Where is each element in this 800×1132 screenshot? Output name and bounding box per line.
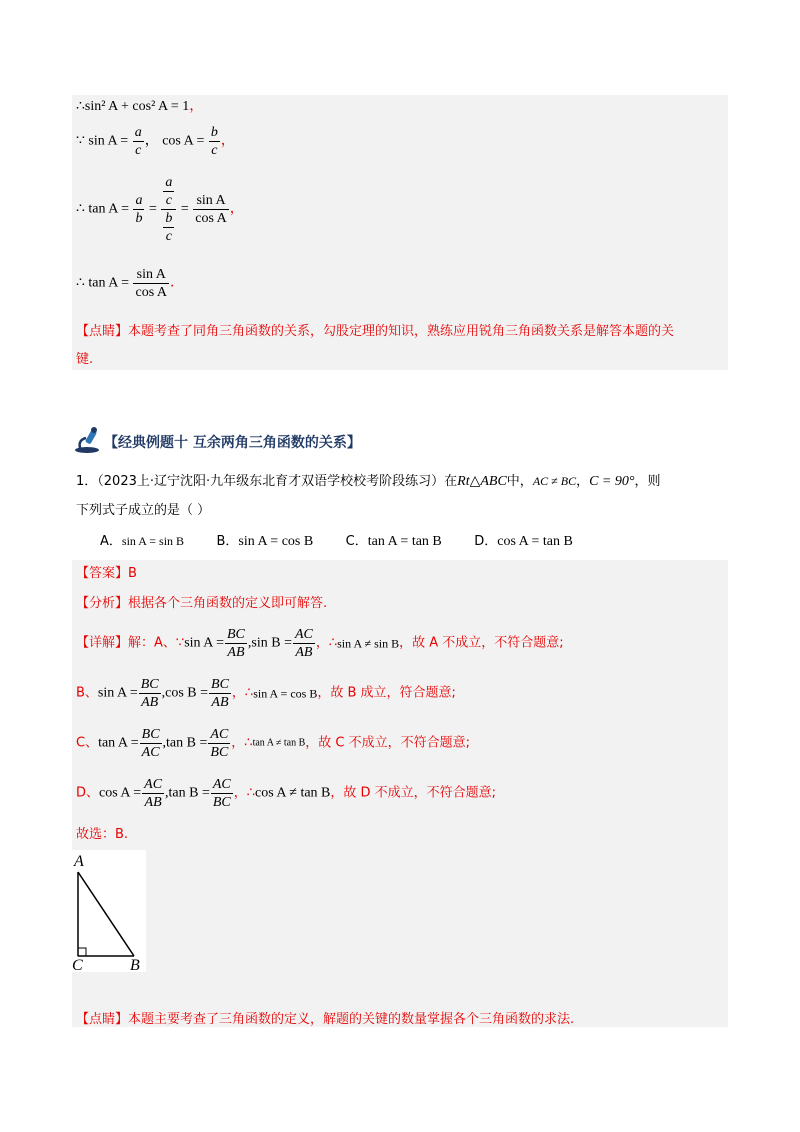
section-header: 【经典例题十 互余两角三角函数的关系】: [104, 435, 361, 451]
right-triangle-figure: [72, 850, 146, 972]
analysis-line: 【分析】根据各个三角函数的定义即可解答.: [76, 596, 328, 611]
detail-row-c: C、tan A = $\frac{BC}{AC}$ ,tan B = $\frac{AC}{BC}$ ，∴tan A ≠ tan B，故 C 不成立，不符合题意;: [76, 727, 471, 760]
question-line-1: 1．（2023上·辽宁沈阳·九年级东北育才双语学校校考阶段练习）在Rt△ABC中，AC ≠ BC，C = 90°，则: [76, 474, 661, 489]
comment-line-2: 键.: [76, 352, 94, 367]
sin-cos-definition-line: ∵ sin A = $\frac{a}{c}$ ， cos A = $\frac{b}{c}$ ，: [76, 125, 235, 158]
option-c: C．tan A = tan B: [345, 534, 442, 549]
answer-line: 【答案】B: [76, 566, 137, 581]
detail-row-b: B、sin A = $\frac{BC}{AB}$ ,cos B = $\frac{BC}{AB}$ ，∴sin A = cos B，故 B 成立，符合题意;: [76, 677, 456, 710]
option-a: A．sin A = sin B: [100, 534, 185, 549]
tan-conclusion-line: ∴ tan A = $\frac{\text{sin A}}{\text{cos A}}$ ．: [76, 267, 184, 300]
question-line-2: 下列式子成立的是（ ）: [76, 503, 211, 518]
identity-line: ∴sin² A + cos² A = 1，: [76, 99, 204, 114]
vertex-a-label: A: [74, 853, 84, 870]
vertex-c-label: C: [72, 957, 83, 972]
microscope-icon: [74, 424, 104, 454]
tan-derivation-line: ∴ tan A = $\frac{a}{b}$ = $\frac{\frac{a}{c}}{\frac{b}{c}}$ = $\frac{\text{sin A}}{\text{cos A}}$ ，: [76, 175, 244, 244]
detail-row-d: D、cos A = $\frac{AC}{AB}$ ,tan B = $\frac{AC}{BC}$ ，∴cos A ≠ tan B，故 D 不成立，不符合题意;: [76, 777, 497, 810]
vertex-b-label: B: [130, 957, 140, 972]
comment-line-1: 【点睛】本题考查了同角三角函数的关系，勾股定理的知识，熟练应用锐角三角函数关系是解答本题的关: [76, 324, 675, 339]
choose-line: 故选：B.: [76, 827, 129, 842]
detail-row-a: 【详解】解：A、∵sin A = $\frac{BC}{AB}$ ,sin B = $\frac{AC}{AB}$ ，∴sin A ≠ sin B，故 A 不成立，不符合题意;: [76, 627, 564, 660]
options-row: [100, 532, 601, 551]
option-b: B．sin A = cos B: [216, 534, 314, 549]
option-d: D．cos A = tan B: [474, 534, 573, 549]
answer-comment-line: 【点睛】本题主要考查了三角函数的定义，解题的关键的数量掌握各个三角函数的求法.: [76, 1012, 575, 1027]
